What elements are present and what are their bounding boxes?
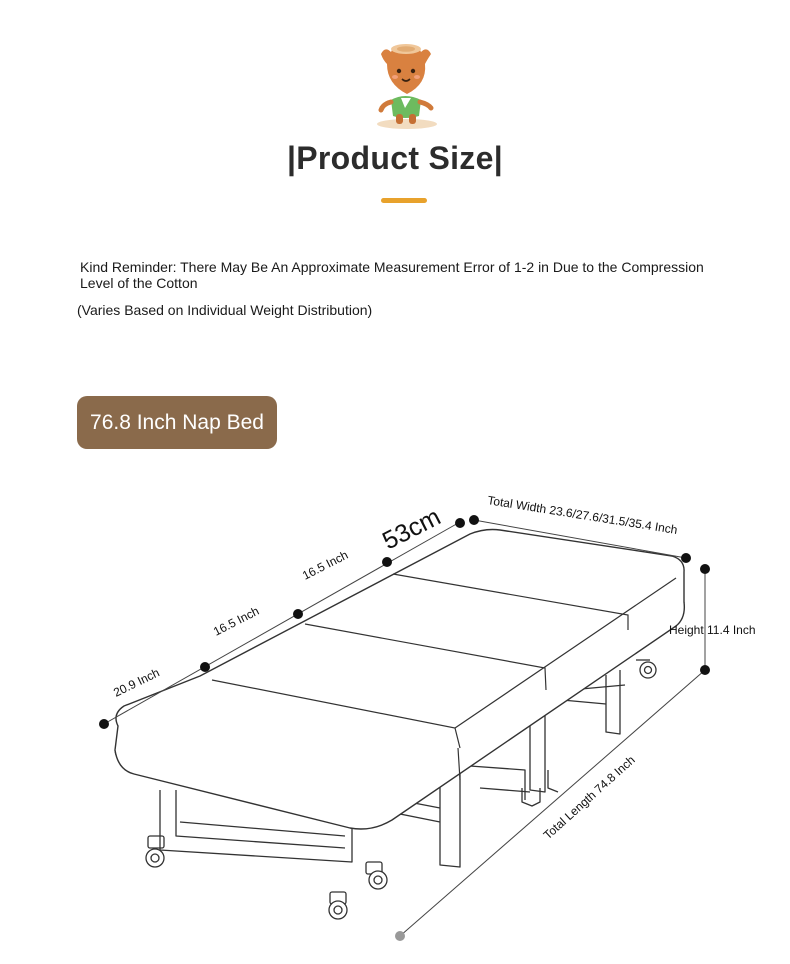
weight-note: (Varies Based on Individual Weight Distribution) bbox=[77, 302, 373, 318]
mascot-illustration bbox=[365, 38, 445, 133]
height-label: Height 11.4 Inch bbox=[669, 623, 756, 637]
tree-stump-mascot-icon bbox=[365, 38, 445, 133]
segment-2-label: 16.5 Inch bbox=[211, 603, 262, 639]
segment-3-label: 16.5 Inch bbox=[300, 547, 351, 583]
total-length-label: Total Length 74.8 Inch bbox=[540, 752, 638, 843]
model-badge: 76.8 Inch Nap Bed bbox=[77, 396, 277, 449]
folding-bed-illustration bbox=[0, 470, 790, 959]
segment-1-label: 20.9 Inch bbox=[111, 665, 162, 700]
measurement-reminder: Kind Reminder: There May Be An Approximate Measurement Error of 1-2 in Due to the Compression Level of the Cotton bbox=[80, 259, 704, 291]
page-title: |Product Size| bbox=[287, 140, 503, 176]
bed-dimension-diagram bbox=[0, 470, 790, 959]
width-cm-label: 53cm bbox=[378, 502, 446, 556]
total-width-label: Total Width 23.6/27.6/31.5/35.4 Inch bbox=[486, 493, 679, 538]
title-underline bbox=[381, 198, 427, 203]
